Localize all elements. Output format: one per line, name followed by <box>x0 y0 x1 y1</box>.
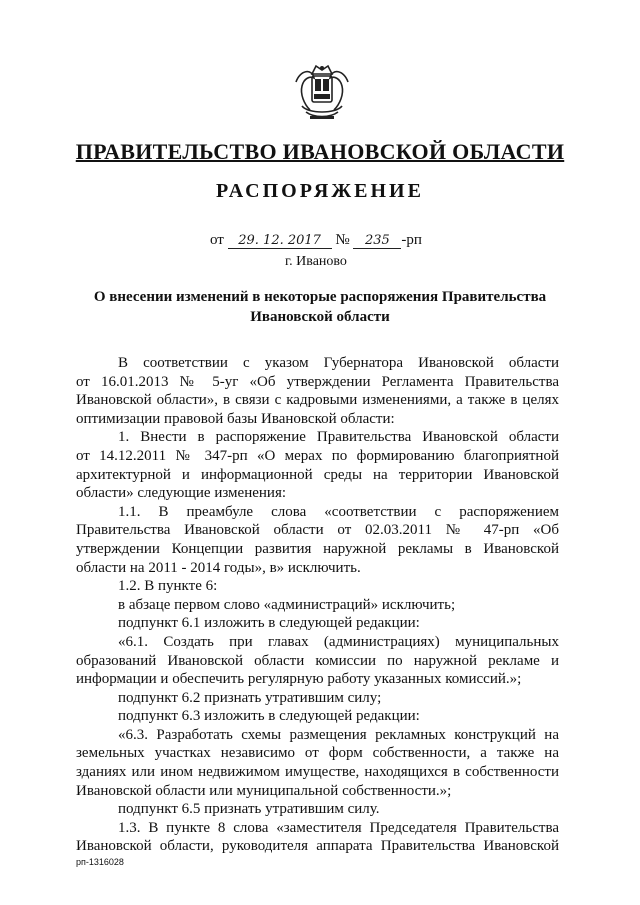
document-subject <box>50 287 590 327</box>
body-line: В соответствии с указом Губернатора Ивановской области <box>118 355 559 371</box>
body-line: 1. Внести в распоряжение Правительства Ивановской области <box>118 429 559 446</box>
coat-of-arms-emblem <box>290 60 354 124</box>
number-suffix: -рп <box>401 232 422 248</box>
body-line: Правительства Ивановской области от 02.03.2011 № 47-рп «Об <box>76 522 559 539</box>
date-value: 29. 12. 2017 <box>228 233 332 249</box>
body-line: Ивановской области или муниципальной собственности.»; <box>76 782 452 799</box>
body-line: в абзаце первом слово «администраций» исключить; <box>118 596 456 613</box>
body-line: подпункт 6.1 изложить в следующей редакции: <box>118 615 420 632</box>
body-line: 1.1. В преамбуле слова «соответствии с распоряжением <box>118 503 559 520</box>
body-line: утверждении Концепции развития наружной рекламы в Ивановской <box>76 540 559 557</box>
subject-line: О внесении изменений в некоторые распоряжения Правительства <box>93 289 547 305</box>
body-line: подпункт 6.2 признать утратившим силу; <box>118 689 382 706</box>
body-line: информации и обеспечить регулярную работу указанных комиссий.»; <box>76 671 522 688</box>
body-line: Ивановской области, руководителя аппарата Правительства Ивановской <box>76 838 559 855</box>
date-prefix: от <box>210 232 224 248</box>
body-text <box>76 354 559 856</box>
body-line: от 16.01.2013 № 5-уг «Об утверждении Регламента Правительства <box>76 373 559 390</box>
body-line: 1.2. В пункте 6: <box>118 578 218 595</box>
date-number-line <box>210 232 422 249</box>
body-line: «6.3. Разработать схемы размещения рекламных конструкций на <box>118 726 559 743</box>
body-line: зданиях или ином недвижимом имуществе, находящихся в собственности <box>76 764 559 781</box>
body-line: Ивановской области», в связи с кадровыми изменениями, а также в целях <box>76 392 559 409</box>
body-line: земельных участках независимо от форм собственности, а также на <box>76 745 559 762</box>
document-code: рп-1316028 <box>76 857 124 867</box>
document-type-title: РАСПОРЯЖЕНИЕ <box>216 180 424 202</box>
body-line: области» следующие изменения: <box>76 485 287 502</box>
subject-line: Ивановской области <box>250 309 390 325</box>
body-line: оптимизации правовой базы Ивановской области: <box>76 410 395 427</box>
government-title: ПРАВИТЕЛЬСТВО ИВАНОВСКОЙ ОБЛАСТИ <box>75 139 565 164</box>
body-line: 1.3. В пункте 8 слова «заместителя Председателя Правительства <box>118 819 559 836</box>
body-line: образований Ивановской области комиссии по наружной рекламе и <box>76 652 559 669</box>
body-line: подпункт 6.5 признать утратившим силу. <box>118 801 380 818</box>
body-line: области на 2011 - 2014 годы», в» исключить. <box>76 559 361 576</box>
place-of-issue: г. Иваново <box>285 254 347 269</box>
body-line: «6.1. Создать при главах (администрациях) муниципальных <box>118 633 559 650</box>
body-line: архитектурной и информационной среды на территории Ивановской <box>76 466 559 483</box>
body-line: от 14.12.2011 № 347-рп «О мерах по формированию благоприятной <box>76 447 559 464</box>
number-value: 235 <box>353 233 401 249</box>
body-line: подпункт 6.3 изложить в следующей редакции: <box>118 708 420 725</box>
number-prefix: № <box>335 232 350 248</box>
